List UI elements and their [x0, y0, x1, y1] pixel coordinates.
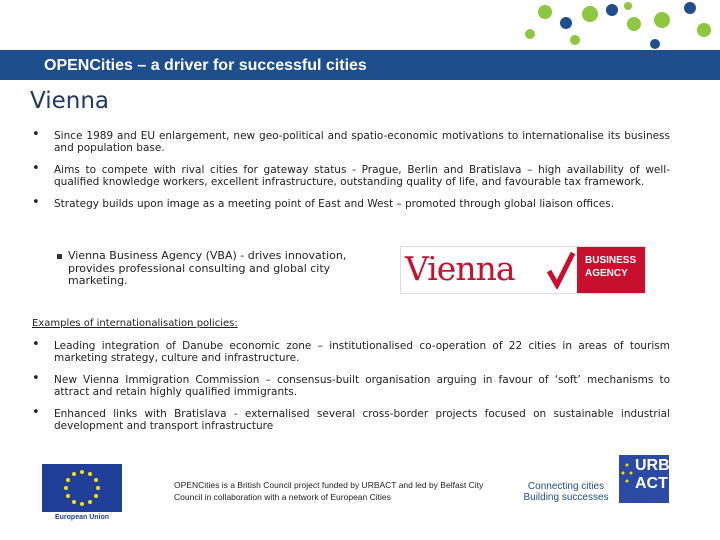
policy-item: • New Vienna Immigration Commission – consensus-built organisation arguing in favour of ‘soft’ mechanisms to attract and retain highly qualified immigrants. [30, 374, 670, 398]
banner-title: OPENCities – a driver for successful cities [44, 57, 367, 74]
tagline-line2: Building successes [523, 491, 609, 503]
bullet-item: • Aims to compete with rival cities for gateway status - Prague, Berlin and Bratislava – high availability of well-qualified knowledge workers, excellent infrastructure, outstanding quality of life, and favourable tax framework. [30, 164, 670, 188]
dot [627, 17, 641, 31]
logo-wordmark: Vienna [405, 249, 515, 288]
tagline-line1: Connecting cities [527, 481, 605, 492]
eu-flag-icon [42, 464, 122, 512]
policy-item: • Leading integration of Danube economic zone – institutionalised co-operation of 22 cities in areas of tourism marketing strategy, culture and infrastructure. [30, 340, 670, 364]
bullet-item: • Since 1989 and EU enlargement, new geo-political and spatio-economic motivations to internationalise its business and population base. [30, 130, 670, 154]
logo-agency-box [577, 247, 645, 293]
urbact-wordmark [635, 457, 670, 493]
policy-item: • Enhanced links with Bratislava - externalised several cross-border projects focused on sustainable industrial development and transport infrastructure [30, 408, 670, 432]
page-title: Vienna [30, 88, 110, 114]
policy-bullet-list [30, 340, 670, 442]
eu-stars-icon [42, 464, 122, 512]
dot [654, 12, 670, 28]
dot [697, 23, 711, 37]
dot [582, 6, 598, 22]
vienna-business-agency-logo [400, 246, 646, 294]
urbact-line1: URB [635, 457, 670, 474]
dot [650, 39, 660, 49]
urbact-line2: ACT [635, 475, 668, 492]
sub-bullet-text: Vienna Business Agency (VBA) - drives innovation, provides professional consulting and global city marketing. [68, 249, 347, 287]
dot [538, 5, 552, 19]
header-banner [0, 50, 720, 80]
dot [560, 17, 572, 29]
eu-logo [42, 464, 122, 526]
examples-heading: Examples of internationalisation policies: [32, 318, 238, 329]
square-bullet-icon [57, 254, 62, 259]
dot [525, 29, 535, 39]
footer-text: OPENCities is a British Council project funded by URBACT and led by Belfast City Council in collaboration with a network of European Cities [174, 480, 484, 502]
sub-bullet-vba [68, 250, 368, 288]
main-bullet-list [30, 130, 670, 220]
urbact-tagline [521, 482, 611, 503]
urbact-stars-icon [619, 455, 635, 503]
logo-line-agency: AGENCY [585, 268, 628, 279]
dot [570, 35, 580, 45]
dot [624, 2, 632, 10]
urbact-logo [619, 455, 669, 503]
checkmark-icon [547, 251, 575, 289]
dot [606, 4, 618, 16]
eu-label: European Union [54, 514, 110, 521]
logo-line-business: BUSINESS [585, 255, 637, 266]
bullet-item: • Strategy builds upon image as a meeting point of East and West – promoted through global liaison offices. [30, 198, 670, 210]
dot [684, 2, 696, 14]
